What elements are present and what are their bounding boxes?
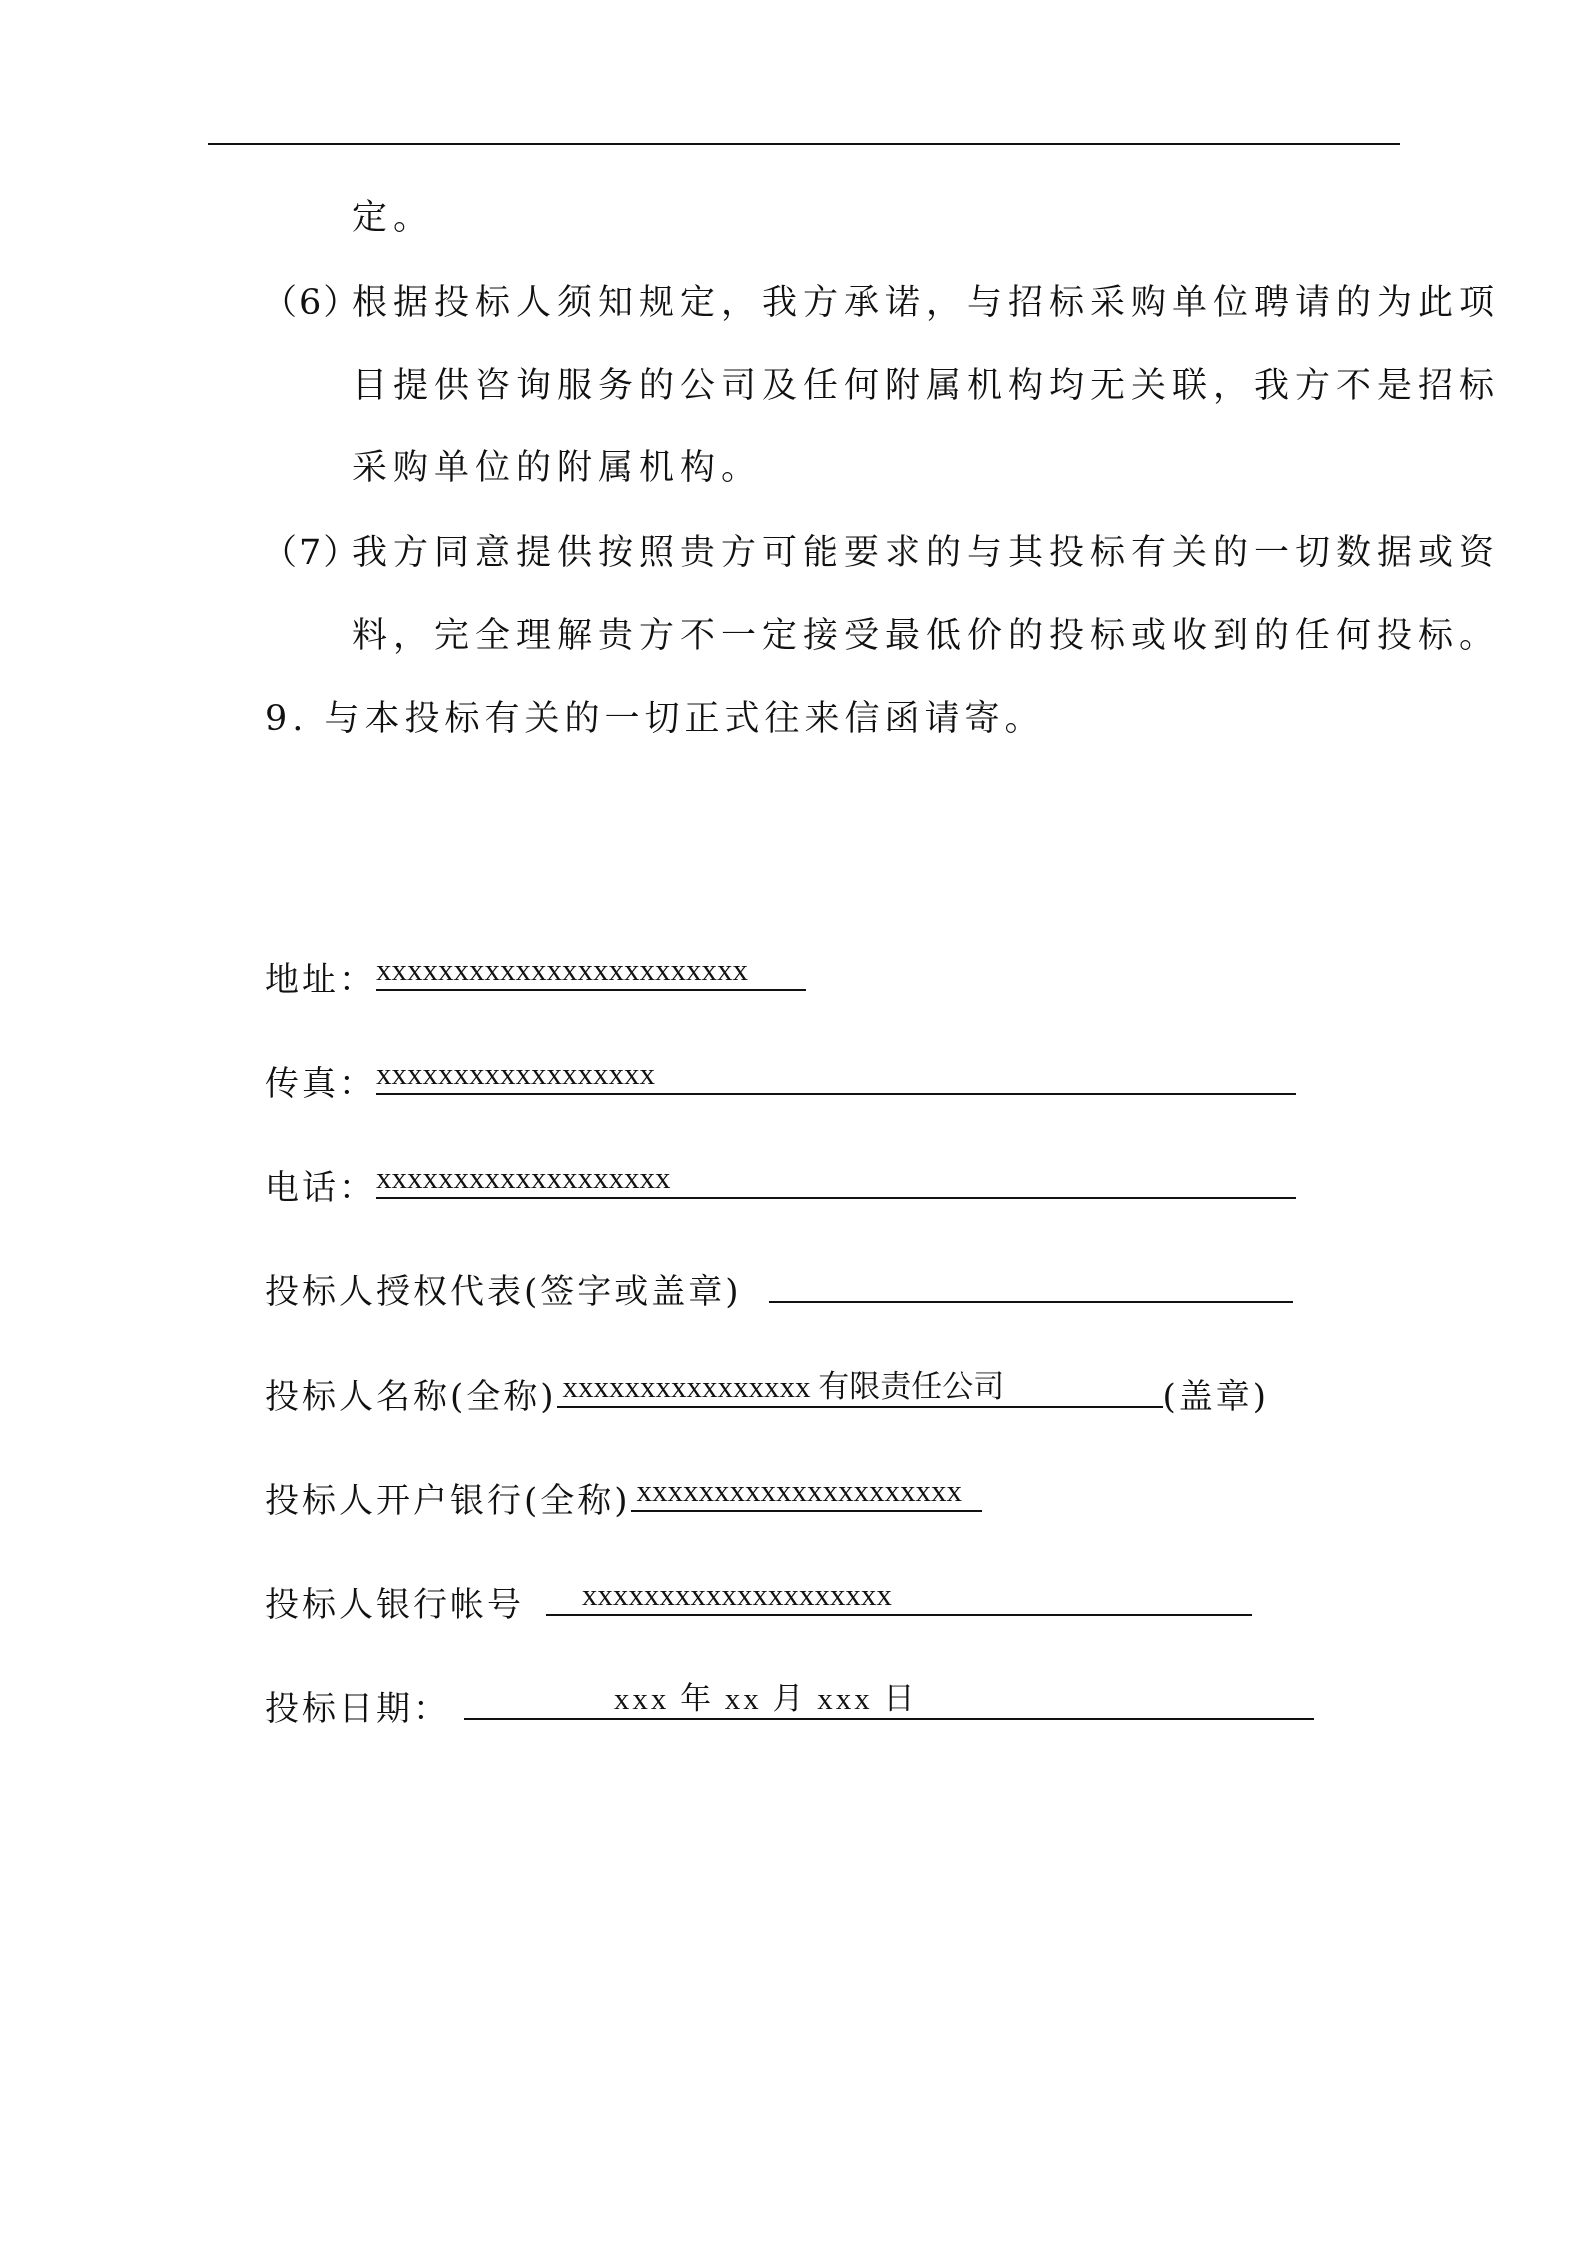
address-label: 地址： — [265, 960, 376, 1000]
date-value: xxx 年 xx 月 xxx 日 — [464, 1680, 1314, 1720]
fax-field — [265, 1055, 1296, 1106]
bidder-name-field — [265, 1368, 1269, 1419]
fax-label: 传真： — [265, 1064, 376, 1104]
bank-label: 投标人开户银行(全称) — [265, 1481, 631, 1521]
phone-value: xxxxxxxxxxxxxxxxxxx — [376, 1159, 1296, 1199]
header-rule — [208, 143, 1400, 145]
bidder-name-seal-note: (盖章) — [1162, 1377, 1270, 1417]
fax-value: xxxxxxxxxxxxxxxxxx — [376, 1055, 1296, 1095]
bidder-name-label: 投标人名称(全称) — [265, 1377, 557, 1417]
date-label: 投标日期： — [265, 1689, 450, 1729]
bank-value: xxxxxxxxxxxxxxxxxxxxx — [631, 1472, 982, 1512]
account-value: xxxxxxxxxxxxxxxxxxxx — [546, 1576, 1252, 1616]
item-9: 9. 与本投标有关的一切正式往来信函请寄。 — [265, 699, 1045, 739]
item-7-line-1: 我方同意提供按照贵方可能要求的与其投标有关的一切数据或资 — [352, 533, 1501, 573]
paragraph-5-continuation: 定。 — [352, 198, 435, 238]
date-field — [265, 1680, 1314, 1731]
address-value: xxxxxxxxxxxxxxxxxxxxxxxx — [376, 951, 806, 991]
item-6-line-1: 根据投标人须知规定，我方承诺，与招标采购单位聘请的为此项 — [352, 283, 1501, 323]
representative-label: 投标人授权代表(签字或盖章) — [265, 1272, 742, 1312]
item-6-line-2: 目提供咨询服务的公司及任何附属机构均无关联，我方不是招标 — [352, 366, 1501, 406]
representative-signature-line — [769, 1263, 1293, 1303]
account-label: 投标人银行帐号 — [265, 1585, 524, 1625]
bank-field — [265, 1472, 982, 1523]
item-6-number: （6） — [262, 283, 361, 323]
phone-label: 电话： — [265, 1168, 376, 1208]
address-field — [265, 951, 806, 1002]
item-7-number: （7） — [262, 533, 361, 573]
bidder-name-value: xxxxxxxxxxxxxxxx 有限责任公司 — [557, 1368, 1163, 1408]
item-6-line-3: 采购单位的附属机构。 — [352, 448, 763, 488]
representative-field — [265, 1263, 1293, 1314]
phone-field — [265, 1159, 1296, 1210]
account-field — [265, 1576, 1252, 1627]
item-7-line-2: 料，完全理解贵方不一定接受最低价的投标或收到的任何投标。 — [352, 616, 1501, 656]
